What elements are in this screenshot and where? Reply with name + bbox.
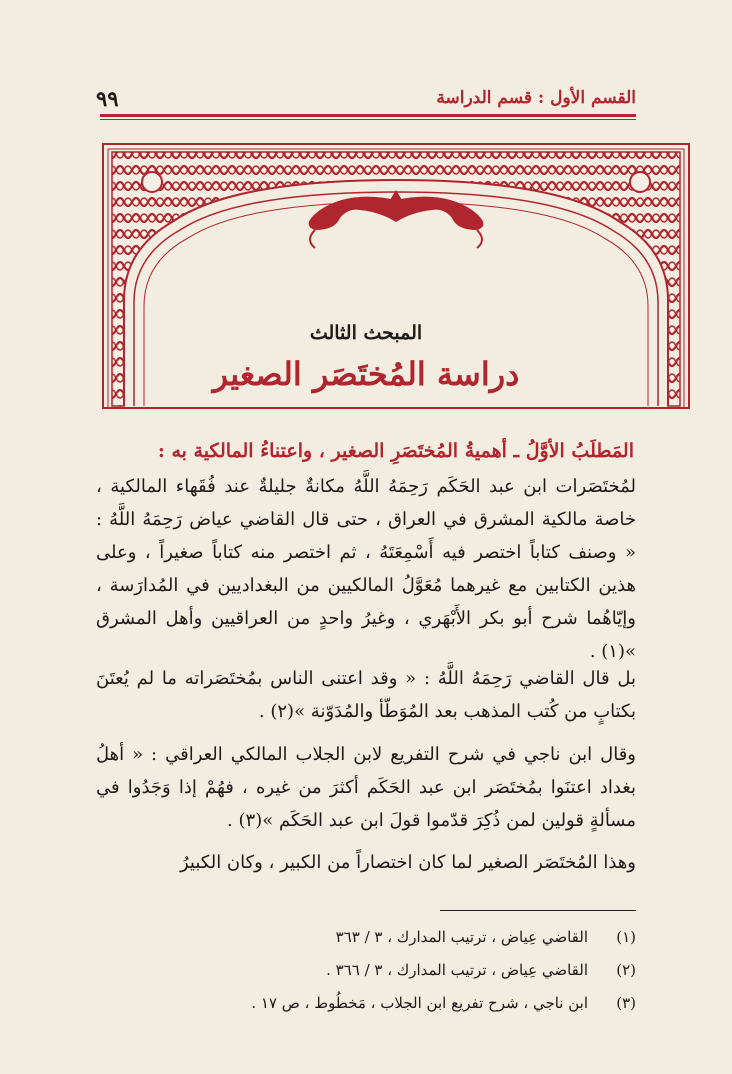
section-heading: المَطلَبُ الأوَّلُ ـ أهميةُ المُختَصَرِ الصغير ، واعتناءُ المالكية به : [157,440,634,462]
footnote-text: ابن ناجي ، شرح تفريع ابن الجلاب ، مَخطُوط ، ص ١٧ . [251,994,588,1012]
chapter-title: دراسة المُختَصَر الصغير [212,355,520,393]
footnote-number: (١) [616,928,636,946]
paragraph-1: لمُختَصَرات ابن عبد الحَكَم رَحِمَهُ اللَّهُ مكانةٌ جليلةٌ عند فُقَهاء المالكية ، خاصة مالكية المشرق في العراق ، حتى قال القاضي عياض رَحِمَهُ اللَّهُ : « وصنف كتاباً اختصر فيه أَسْمِعَتَهُ ، ثم اختصر منه كتاباً صغيراً ، وعلى هذين الكتابين مع غيرهما مُعَوَّلُ المالكيين من البغداديين في المُدارَسة ، وإيّاهُما شرح أبو بكر الأَبْهَري ، وغيرُ واحدٍ من العراقيين وأهل المشرق »(١) . [96,476,636,662]
footnote-1 [96,928,636,946]
chapter-subtitle: المبحث الثالث [309,322,423,344]
running-header [96,84,636,112]
paragraph-4: وهذا المُختَصَر الصغير لما كان اختصاراً من الكبير ، وكان الكبيرُ [179,852,636,873]
paragraph-2: بل قال القاضي رَحِمَهُ اللَّهُ : « وقد اعتنى الناس بمُختَصَراته ما لم يُعتَنَ بكتابٍ من كُتب المذهب بعد المُوَطّأ والمُدَوّنة »(٢) . [96,668,636,722]
page-number: ٩٩ [96,85,119,111]
footnote-3 [96,994,636,1012]
header-rule-thick [100,114,636,117]
section-title: القسم الأول : قسم الدراسة [436,88,636,108]
footnote-number: (٣) [616,994,636,1012]
footnote-number: (٢) [616,961,636,979]
paragraph-3: وقال ابن ناجي في شرح التفريع لابن الجلاب المالكي العراقي : « أهلُ بغداد اعتنَوا بمُختَصَر ابن عبد الحَكَم أكثرَ من غيره ، فهُمْ إذا وَجَدُوا في مسألةٍ قولين لمن ذُكِرَ قدّموا قولَ ابن عبد الحَكَم »(٣) . [96,744,636,831]
footnote-2 [96,961,636,979]
footnote-text: القاضي عِياض ، ترتيب المدارك ، ٣ / ٣٦٦ . [326,961,588,979]
header-rule-thin [100,119,636,120]
footnote-text: القاضي عِياض ، ترتيب المدارك ، ٣ / ٣٦٣ [335,928,588,946]
footnote-rule [440,910,636,911]
